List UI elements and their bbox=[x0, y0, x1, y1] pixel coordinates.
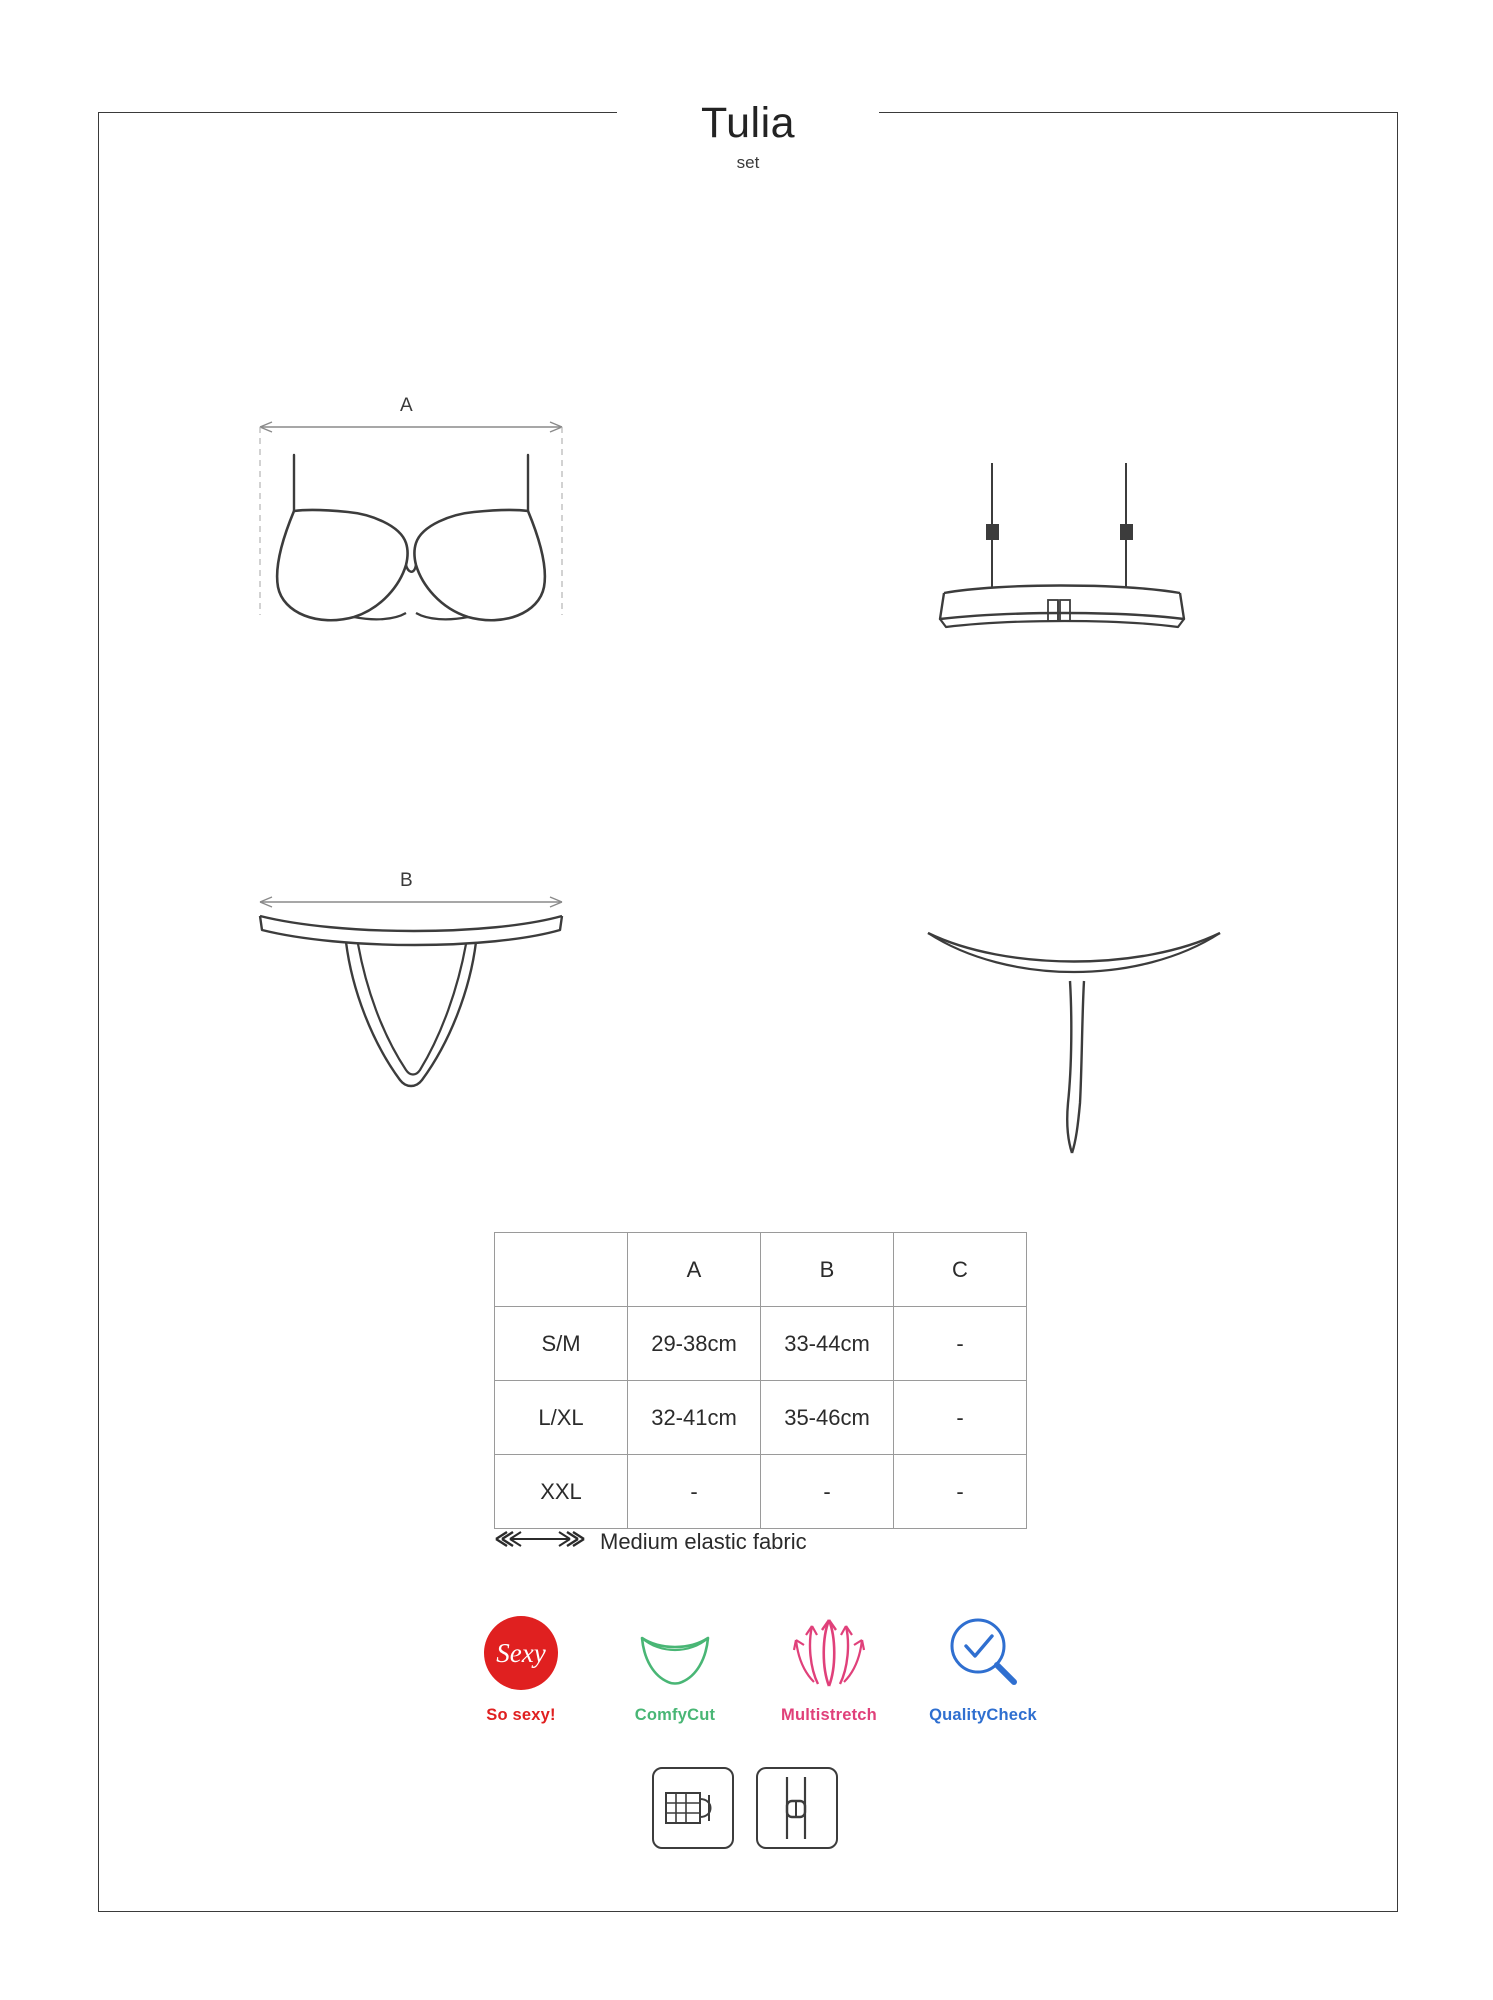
svg-text:Sexy: Sexy bbox=[496, 1638, 546, 1668]
page-title: Tulia bbox=[700, 99, 796, 147]
dimension-label-a: A bbox=[400, 395, 413, 416]
feature-comfy-cut bbox=[617, 1610, 733, 1725]
table-corner-cell bbox=[495, 1233, 628, 1307]
fabric-note-label: Medium elastic fabric bbox=[600, 1529, 807, 1554]
table-header-c: C bbox=[894, 1233, 1027, 1307]
hook-and-eye-closure-icon bbox=[650, 1765, 736, 1856]
table-cell-a: 29-38cm bbox=[628, 1307, 761, 1381]
thong-back-diagram bbox=[920, 915, 1240, 1170]
table-cell-b: 33-44cm bbox=[761, 1307, 894, 1381]
table-size-label: XXL bbox=[495, 1455, 628, 1529]
table-row bbox=[495, 1381, 1027, 1455]
table-cell-c: - bbox=[894, 1381, 1027, 1455]
table-size-label: S/M bbox=[495, 1307, 628, 1381]
fabric-note bbox=[494, 1528, 1014, 1556]
multistretch-icon bbox=[771, 1610, 887, 1696]
double-arrow-icon bbox=[494, 1528, 586, 1556]
thong-front-diagram bbox=[250, 870, 590, 1155]
feature-label: So sexy! bbox=[486, 1706, 556, 1724]
table-header-row bbox=[495, 1233, 1027, 1307]
feature-so-sexy bbox=[463, 1610, 579, 1725]
table-cell-b: - bbox=[761, 1455, 894, 1529]
feature-label: Multistretch bbox=[781, 1706, 877, 1724]
table-row bbox=[495, 1307, 1027, 1381]
feature-label: QualityCheck bbox=[929, 1706, 1037, 1724]
bra-front-diagram bbox=[250, 395, 590, 700]
title-block bbox=[617, 60, 879, 205]
bra-back-diagram bbox=[930, 455, 1230, 680]
dimension-label-b: B bbox=[400, 870, 413, 891]
feature-multistretch bbox=[771, 1610, 887, 1725]
table-row bbox=[495, 1455, 1027, 1529]
sexy-badge-icon bbox=[463, 1610, 579, 1696]
page-subtitle: set bbox=[736, 153, 760, 172]
table-size-label: L/XL bbox=[495, 1381, 628, 1455]
table-header-a: A bbox=[628, 1233, 761, 1307]
adjustable-strap-slider-icon bbox=[754, 1765, 840, 1856]
hardware-icons bbox=[650, 1765, 840, 1856]
feature-label: ComfyCut bbox=[634, 1706, 716, 1724]
table-header-b: B bbox=[761, 1233, 894, 1307]
feature-badges bbox=[463, 1610, 1063, 1725]
table-cell-c: - bbox=[894, 1307, 1027, 1381]
quality-check-magnifier-icon bbox=[925, 1610, 1041, 1696]
size-table bbox=[494, 1232, 1027, 1529]
table-cell-a: 32-41cm bbox=[628, 1381, 761, 1455]
table-cell-b: 35-46cm bbox=[761, 1381, 894, 1455]
table-cell-a: - bbox=[628, 1455, 761, 1529]
table-cell-c: - bbox=[894, 1455, 1027, 1529]
comfy-cut-panty-icon bbox=[617, 1610, 733, 1696]
feature-quality-check bbox=[925, 1610, 1041, 1725]
